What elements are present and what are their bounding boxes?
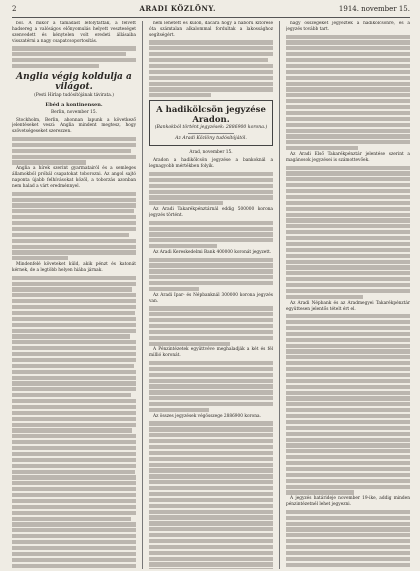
masthead xyxy=(12,4,410,18)
box-note: Az Aradi Közlöny tudósítójától. xyxy=(175,136,247,142)
article-paragraph: Mindenfelé követeket küld, akik pénzt és katonát kérnek, de a legtöbb helyen hiába járnak. xyxy=(12,262,136,274)
left-intro-paragraph: ból. A mikor a támadást lefolytatták, a felvett hadsereg a valóságos előnyomulás helyett veszteséget szenvedett és kénytelen volt eredeti állásaiba visszatérni a nagy csapatcsoportosítás. xyxy=(12,21,136,44)
right-text-block xyxy=(286,510,410,569)
article-byline: (Pesti Hírlap tudósítójának távirata.) xyxy=(34,93,114,99)
box-divider xyxy=(188,133,234,134)
box-subtitle: (Bankokból történt jegyzések: 2886900 korona.) xyxy=(154,125,268,131)
article-subhead: Ebéd a kontinensen. xyxy=(45,101,103,108)
middle-text-block xyxy=(149,172,273,206)
middle-dateline: Arad, november 15. xyxy=(189,150,233,156)
middle-text-block xyxy=(149,306,273,345)
middle-paragraph: Az Aradi Ipar- és Népbanknál 300000 korona jegyzés van. xyxy=(149,292,273,304)
text-columns xyxy=(12,21,410,569)
article-text-block xyxy=(12,192,136,261)
middle-paragraph: Az összes jegyzések végösszege 2886900 korona. xyxy=(153,413,261,419)
paper-title: ARADI KÖZLÖNY. xyxy=(139,4,216,13)
middle-text-block xyxy=(149,258,273,292)
middle-text-block xyxy=(149,421,273,569)
middle-text-block xyxy=(149,221,273,249)
article-paragraph: Anglia a hírek szerint gyarmatairól és a semleges államokból próbál csapatokat toborozni. Az angol sajtó naponta újabb felhívásokat közöl, a toborzás azonban nem halad a várt eredménnyel. xyxy=(12,166,136,190)
page-number: 2 xyxy=(12,5,17,13)
box-title: A hadikölcsön jegyzése Aradon. xyxy=(156,105,266,126)
article-paragraph: Stockholm, Berlin, ahonnan lapunk a következő jelentéseket veszi: Anglia mindent megtesz, hogy szövetségeseket szerezzen. xyxy=(12,117,136,135)
right-column xyxy=(286,21,410,569)
article-dateline: Berlin, november 15. xyxy=(51,109,97,115)
left-intro-filler xyxy=(12,46,136,68)
right-paragraph: Az Aradi Első Takarékpénztár jelentése szerint a magánosok jegyzései is számottevőek. xyxy=(286,152,410,163)
right-text-block xyxy=(286,314,410,494)
middle-text-block xyxy=(149,361,273,412)
middle-paragraph: Aradon a hadikölcsön jegyzése a bankoknál a legnagyobb mértékben folyik. xyxy=(149,158,273,170)
column-rule xyxy=(142,21,143,569)
article-headline: Anglia végig koldulja a világot. xyxy=(16,72,132,93)
middle-intro-paragraph: nem lehetett és külön, dacára hogy a háború kitörése óta számtalan alkalommal fordultak a lakossághoz segítségért. xyxy=(149,21,273,38)
right-paragraph: A jegyzés határideje november 19-ike, addig minden pénzintézetnél lehet jegyezni. xyxy=(286,496,410,508)
column-rule xyxy=(279,21,280,569)
issue-date: 1914. november 15. xyxy=(338,5,410,13)
right-paragraph: nagy összegeket jegyeztek a hadikölcsönre, és a jegyzés tovább tart. xyxy=(286,21,410,32)
right-paragraph: Az Aradi Népbank és az Aradmegyei Takarékpénztár együttesen jelentős tételt ért el. xyxy=(286,300,410,312)
right-text-block xyxy=(286,35,410,151)
article-text-block xyxy=(12,137,136,165)
middle-paragraph: A Pénzintézetek együttvéve meghaladják a két és fél millió koronát. xyxy=(149,347,273,359)
article-text-block xyxy=(12,276,136,569)
left-column xyxy=(12,21,136,569)
middle-intro-filler xyxy=(149,40,273,97)
middle-paragraph: Az Aradi Kereskedelmi Bank 400000 koronát jegyzett. xyxy=(153,250,272,255)
right-text-block xyxy=(286,166,410,299)
middle-paragraph: Az Aradi Takarékpénztárnál eddig 500000 korona jegyzés történt. xyxy=(149,207,273,219)
middle-column xyxy=(149,21,273,569)
headline-box xyxy=(149,100,273,146)
